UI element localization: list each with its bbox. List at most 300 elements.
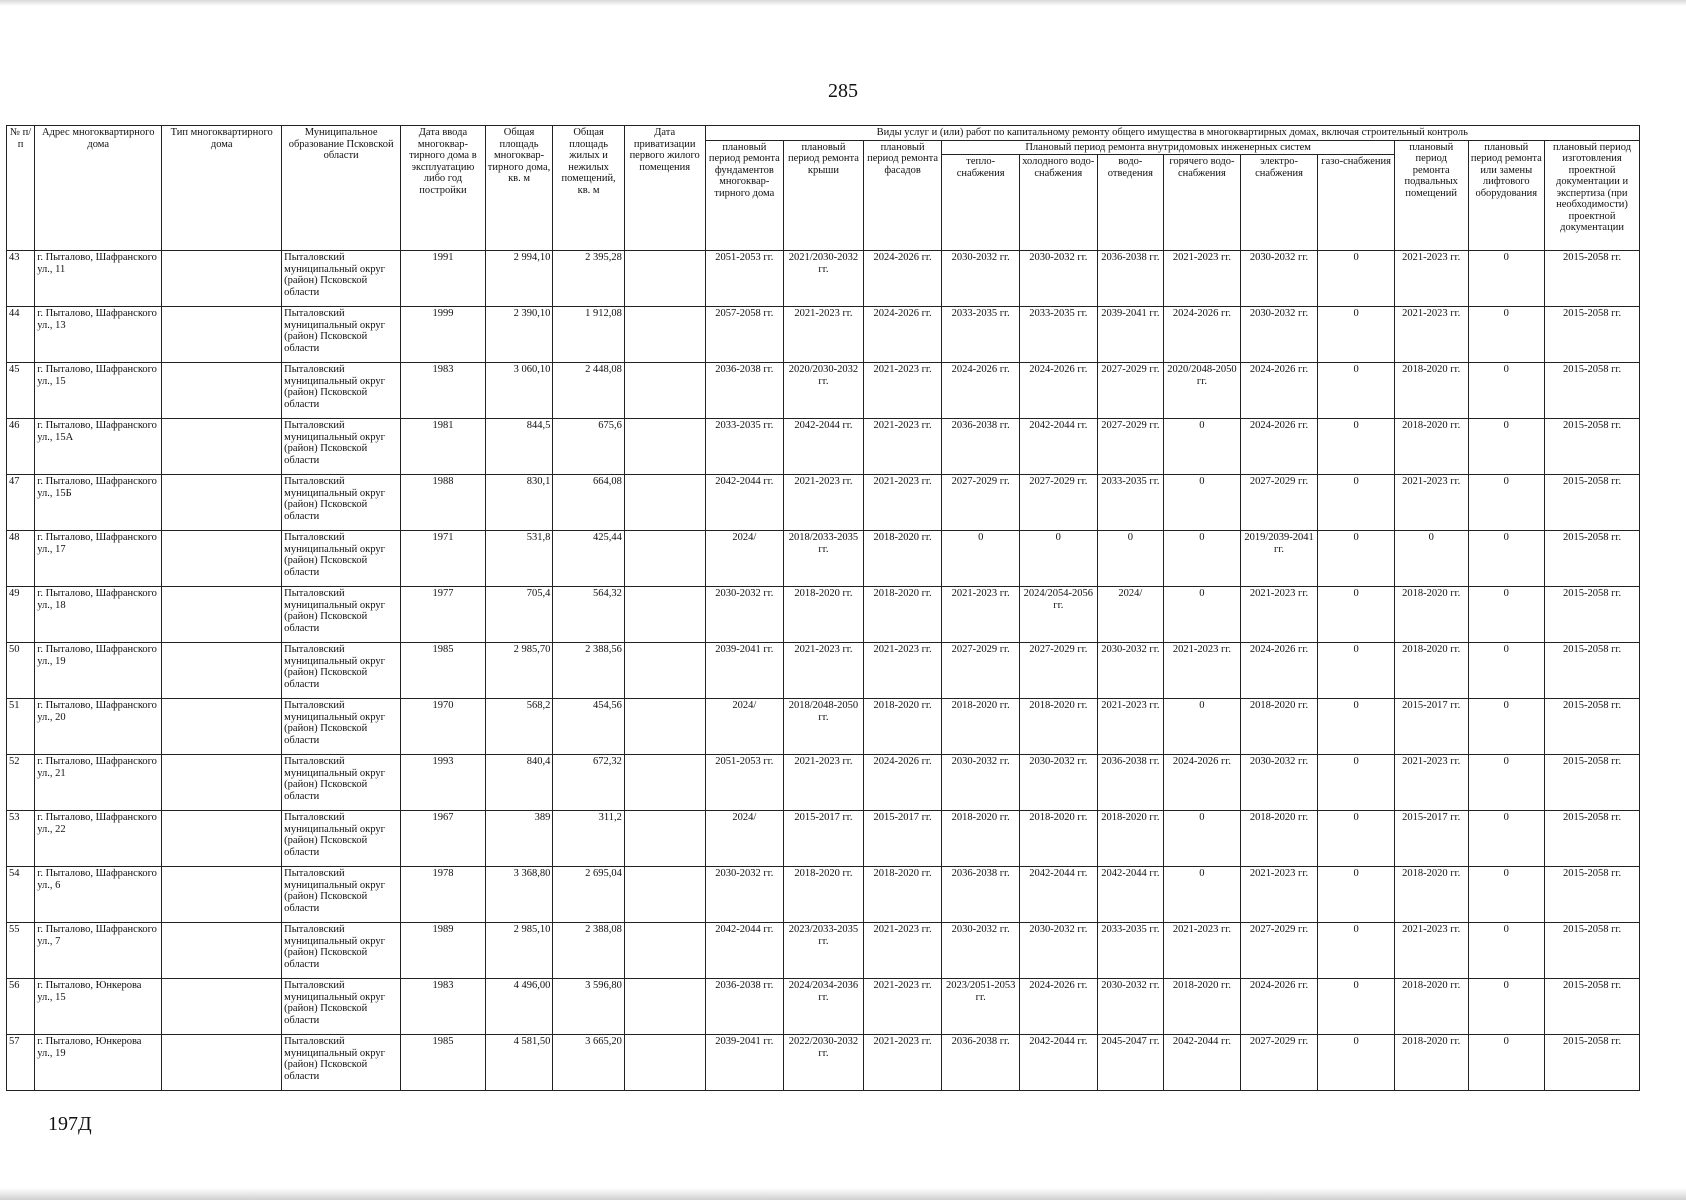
row-privatization (624, 475, 705, 531)
row-hot-water: 0 (1164, 699, 1241, 755)
row-design-docs: 2015-2058 гг. (1545, 979, 1640, 1035)
header-gas: газо-снабжения (1318, 155, 1395, 251)
row-electric: 2024-2026 гг. (1240, 979, 1318, 1035)
row-privatization (624, 363, 705, 419)
row-foundation: 2051-2053 гг. (705, 251, 784, 307)
footer-code: 197Д (48, 1113, 92, 1135)
row-num: 55 (7, 923, 35, 979)
row-cold-water: 2018-2020 гг. (1020, 699, 1098, 755)
row-foundation: 2036-2038 гг. (705, 363, 784, 419)
row-electric: 2024-2026 гг. (1240, 643, 1318, 699)
row-roof: 2021-2023 гг. (784, 307, 864, 363)
row-roof: 2021-2023 гг. (784, 643, 864, 699)
row-basement: 2018-2020 гг. (1394, 643, 1468, 699)
row-hot-water: 2020/2048-2050 гг. (1164, 363, 1241, 419)
row-house-type (162, 755, 282, 811)
row-elevator: 0 (1468, 419, 1545, 475)
table-header (7, 126, 1640, 251)
row-gas: 0 (1318, 923, 1395, 979)
row-foundation: 2033-2035 гг. (705, 419, 784, 475)
row-cold-water: 2018-2020 гг. (1020, 811, 1098, 867)
row-heat: 0 (942, 531, 1020, 587)
row-roof: 2022/2030-2032 гг. (784, 1035, 864, 1091)
row-design-docs: 2015-2058 гг. (1545, 587, 1640, 643)
header-design-docs: плановый период изготовления проектной документации и экспертиза (при необходимости) проектной документации (1545, 140, 1640, 251)
row-heat: 2021-2023 гг. (942, 587, 1020, 643)
row-total-area: 2 985,10 (485, 923, 553, 979)
row-living-area: 2 388,56 (553, 643, 625, 699)
row-hot-water: 0 (1164, 419, 1241, 475)
header-roof: плановый период ремонта крыши (784, 140, 864, 251)
row-heat: 2024-2026 гг. (942, 363, 1020, 419)
row-basement: 2015-2017 гг. (1394, 811, 1468, 867)
row-num: 45 (7, 363, 35, 419)
row-foundation: 2051-2053 гг. (705, 755, 784, 811)
row-design-docs: 2015-2058 гг. (1545, 811, 1640, 867)
row-address: г. Пыталово, Шафранского ул., 13 (35, 307, 162, 363)
header-total-area: Общая площадь многоквар-тирного дома, кв. м (485, 126, 553, 251)
row-design-docs: 2015-2058 гг. (1545, 531, 1640, 587)
row-address: г. Пыталово, Шафранского ул., 11 (35, 251, 162, 307)
row-total-area: 3 060,10 (485, 363, 553, 419)
row-living-area: 2 388,08 (553, 923, 625, 979)
row-address: г. Пыталово, Юнкерова ул., 15 (35, 979, 162, 1035)
row-foundation: 2024/ (705, 811, 784, 867)
row-heat: 2036-2038 гг. (942, 867, 1020, 923)
row-year: 1971 (401, 531, 486, 587)
row-gas: 0 (1318, 587, 1395, 643)
row-foundation: 2057-2058 гг. (705, 307, 784, 363)
row-address: г. Пыталово, Шафранского ул., 18 (35, 587, 162, 643)
row-electric: 2027-2029 гг. (1240, 1035, 1318, 1091)
header-num: № п/п (7, 126, 35, 251)
row-heat: 2027-2029 гг. (942, 643, 1020, 699)
row-heat: 2036-2038 гг. (942, 419, 1020, 475)
row-living-area: 3 665,20 (553, 1035, 625, 1091)
table-row (7, 923, 1640, 979)
row-drainage: 2036-2038 гг. (1097, 251, 1164, 307)
row-living-area: 2 448,08 (553, 363, 625, 419)
row-year: 1999 (401, 307, 486, 363)
row-foundation: 2024/ (705, 531, 784, 587)
row-cold-water: 2030-2032 гг. (1020, 923, 1098, 979)
row-electric: 2024-2026 гг. (1240, 419, 1318, 475)
row-num: 50 (7, 643, 35, 699)
table-row (7, 755, 1640, 811)
row-num: 47 (7, 475, 35, 531)
row-living-area: 3 596,80 (553, 979, 625, 1035)
row-living-area: 454,56 (553, 699, 625, 755)
row-gas: 0 (1318, 699, 1395, 755)
row-house-type (162, 811, 282, 867)
row-roof: 2018-2020 гг. (784, 867, 864, 923)
row-roof: 2021-2023 гг. (784, 755, 864, 811)
row-cold-water: 2030-2032 гг. (1020, 755, 1098, 811)
row-privatization (624, 251, 705, 307)
row-hot-water: 0 (1164, 587, 1241, 643)
row-design-docs: 2015-2058 гг. (1545, 699, 1640, 755)
row-cold-water: 2024/2054-2056 гг. (1020, 587, 1098, 643)
header-cold-water: холодного водо-снабжения (1020, 155, 1098, 251)
row-num: 53 (7, 811, 35, 867)
row-cold-water: 2027-2029 гг. (1020, 475, 1098, 531)
row-heat: 2036-2038 гг. (942, 1035, 1020, 1091)
row-drainage: 2036-2038 гг. (1097, 755, 1164, 811)
table-row (7, 531, 1640, 587)
row-house-type (162, 1035, 282, 1091)
row-drainage: 2021-2023 гг. (1097, 699, 1164, 755)
row-heat: 2027-2029 гг. (942, 475, 1020, 531)
row-privatization (624, 419, 705, 475)
row-municipality: Пыталовский муниципальный округ (район) Псковской области (282, 923, 401, 979)
row-design-docs: 2015-2058 гг. (1545, 251, 1640, 307)
row-elevator: 0 (1468, 699, 1545, 755)
row-elevator: 0 (1468, 363, 1545, 419)
row-elevator: 0 (1468, 531, 1545, 587)
row-elevator: 0 (1468, 643, 1545, 699)
table-row (7, 587, 1640, 643)
row-drainage: 2033-2035 гг. (1097, 475, 1164, 531)
row-total-area: 705,4 (485, 587, 553, 643)
row-heat: 2030-2032 гг. (942, 755, 1020, 811)
row-electric: 2019/2039-2041 гг. (1240, 531, 1318, 587)
row-total-area: 2 985,70 (485, 643, 553, 699)
row-hot-water: 2042-2044 гг. (1164, 1035, 1241, 1091)
row-house-type (162, 979, 282, 1035)
row-gas: 0 (1318, 755, 1395, 811)
row-drainage: 2030-2032 гг. (1097, 979, 1164, 1035)
row-year: 1991 (401, 251, 486, 307)
row-elevator: 0 (1468, 867, 1545, 923)
row-address: г. Пыталово, Шафранского ул., 7 (35, 923, 162, 979)
row-year: 1985 (401, 643, 486, 699)
row-house-type (162, 587, 282, 643)
row-gas: 0 (1318, 419, 1395, 475)
row-year: 1989 (401, 923, 486, 979)
row-num: 49 (7, 587, 35, 643)
row-foundation: 2042-2044 гг. (705, 923, 784, 979)
row-cold-water: 2024-2026 гг. (1020, 979, 1098, 1035)
row-living-area: 675,6 (553, 419, 625, 475)
row-gas: 0 (1318, 475, 1395, 531)
row-total-area: 840,4 (485, 755, 553, 811)
row-num: 52 (7, 755, 35, 811)
row-roof: 2021/2030-2032 гг. (784, 251, 864, 307)
scan-edge-bottom (0, 1188, 1686, 1200)
row-drainage: 2027-2029 гг. (1097, 419, 1164, 475)
row-roof: 2023/2033-2035 гг. (784, 923, 864, 979)
row-electric: 2018-2020 гг. (1240, 699, 1318, 755)
row-elevator: 0 (1468, 587, 1545, 643)
row-heat: 2030-2032 гг. (942, 923, 1020, 979)
row-municipality: Пыталовский муниципальный округ (район) Псковской области (282, 419, 401, 475)
table-row (7, 307, 1640, 363)
row-municipality: Пыталовский муниципальный округ (район) Псковской области (282, 643, 401, 699)
row-living-area: 672,32 (553, 755, 625, 811)
row-living-area: 1 912,08 (553, 307, 625, 363)
row-privatization (624, 307, 705, 363)
header-basement: плановый период ремонта подвальных помещений (1394, 140, 1468, 251)
row-design-docs: 2015-2058 гг. (1545, 923, 1640, 979)
row-municipality: Пыталовский муниципальный округ (район) Псковской области (282, 699, 401, 755)
row-address: г. Пыталово, Шафранского ул., 17 (35, 531, 162, 587)
row-roof: 2021-2023 гг. (784, 475, 864, 531)
row-foundation: 2039-2041 гг. (705, 1035, 784, 1091)
row-basement: 2018-2020 гг. (1394, 587, 1468, 643)
row-facade: 2021-2023 гг. (863, 923, 942, 979)
row-basement: 2021-2023 гг. (1394, 251, 1468, 307)
header-privatization: Дата приватизации первого жилого помещения (624, 126, 705, 251)
row-elevator: 0 (1468, 251, 1545, 307)
row-hot-water: 2021-2023 гг. (1164, 251, 1241, 307)
row-house-type (162, 923, 282, 979)
row-total-area: 389 (485, 811, 553, 867)
row-cold-water: 2042-2044 гг. (1020, 1035, 1098, 1091)
row-year: 1988 (401, 475, 486, 531)
row-electric: 2027-2029 гг. (1240, 923, 1318, 979)
row-design-docs: 2015-2058 гг. (1545, 419, 1640, 475)
row-cold-water: 0 (1020, 531, 1098, 587)
row-electric: 2030-2032 гг. (1240, 755, 1318, 811)
row-facade: 2021-2023 гг. (863, 363, 942, 419)
row-facade: 2021-2023 гг. (863, 475, 942, 531)
row-cold-water: 2027-2029 гг. (1020, 643, 1098, 699)
row-basement: 2018-2020 гг. (1394, 979, 1468, 1035)
row-basement: 2018-2020 гг. (1394, 867, 1468, 923)
row-house-type (162, 643, 282, 699)
row-elevator: 0 (1468, 1035, 1545, 1091)
header-year: Дата ввода многоквар-тирного дома в эксплуатацию либо год постройки (401, 126, 486, 251)
row-design-docs: 2015-2058 гг. (1545, 643, 1640, 699)
row-gas: 0 (1318, 363, 1395, 419)
row-address: г. Пыталово, Шафранского ул., 15А (35, 419, 162, 475)
row-gas: 0 (1318, 811, 1395, 867)
row-address: г. Пыталово, Шафранского ул., 20 (35, 699, 162, 755)
row-facade: 2021-2023 гг. (863, 419, 942, 475)
row-municipality: Пыталовский муниципальный округ (район) Псковской области (282, 979, 401, 1035)
header-municipality: Муниципальное образование Псковской области (282, 126, 401, 251)
header-living-area: Общая площадь жилых и нежилых помещений, кв. м (553, 126, 625, 251)
row-hot-water: 2021-2023 гг. (1164, 923, 1241, 979)
row-address: г. Пыталово, Юнкерова ул., 19 (35, 1035, 162, 1091)
row-municipality: Пыталовский муниципальный округ (район) Псковской области (282, 755, 401, 811)
row-foundation: 2030-2032 гг. (705, 867, 784, 923)
row-gas: 0 (1318, 643, 1395, 699)
row-address: г. Пыталово, Шафранского ул., 15 (35, 363, 162, 419)
row-hot-water: 0 (1164, 475, 1241, 531)
row-total-area: 531,8 (485, 531, 553, 587)
row-cold-water: 2033-2035 гг. (1020, 307, 1098, 363)
row-total-area: 3 368,80 (485, 867, 553, 923)
row-facade: 2021-2023 гг. (863, 1035, 942, 1091)
row-house-type (162, 531, 282, 587)
row-municipality: Пыталовский муниципальный округ (район) Псковской области (282, 531, 401, 587)
table-row (7, 1035, 1640, 1091)
row-num: 57 (7, 1035, 35, 1091)
row-drainage: 2030-2032 гг. (1097, 643, 1164, 699)
row-living-area: 2 395,28 (553, 251, 625, 307)
row-year: 1977 (401, 587, 486, 643)
table-row (7, 419, 1640, 475)
row-drainage: 2039-2041 гг. (1097, 307, 1164, 363)
row-foundation: 2039-2041 гг. (705, 643, 784, 699)
header-heat: тепло-снабжения (942, 155, 1020, 251)
row-hot-water: 2024-2026 гг. (1164, 755, 1241, 811)
row-address: г. Пыталово, Шафранского ул., 15Б (35, 475, 162, 531)
row-num: 44 (7, 307, 35, 363)
row-num: 43 (7, 251, 35, 307)
row-hot-water: 2021-2023 гг. (1164, 643, 1241, 699)
row-design-docs: 2015-2058 гг. (1545, 867, 1640, 923)
row-foundation: 2036-2038 гг. (705, 979, 784, 1035)
row-electric: 2030-2032 гг. (1240, 307, 1318, 363)
row-municipality: Пыталовский муниципальный округ (район) Псковской области (282, 251, 401, 307)
row-year: 1993 (401, 755, 486, 811)
row-total-area: 4 581,50 (485, 1035, 553, 1091)
row-year: 1983 (401, 979, 486, 1035)
header-elevator: плановый период ремонта или замены лифтового оборудования (1468, 140, 1545, 251)
row-house-type (162, 699, 282, 755)
row-cold-water: 2030-2032 гг. (1020, 251, 1098, 307)
row-design-docs: 2015-2058 гг. (1545, 755, 1640, 811)
header-foundation: плановый период ремонта фундаментов многоквар-тирного дома (705, 140, 784, 251)
row-elevator: 0 (1468, 475, 1545, 531)
row-basement: 2021-2023 гг. (1394, 923, 1468, 979)
row-total-area: 830,1 (485, 475, 553, 531)
table-row (7, 811, 1640, 867)
header-drainage: водо-отведения (1097, 155, 1164, 251)
row-elevator: 0 (1468, 811, 1545, 867)
row-heat: 2018-2020 гг. (942, 811, 1020, 867)
row-hot-water: 0 (1164, 811, 1241, 867)
row-elevator: 0 (1468, 923, 1545, 979)
row-municipality: Пыталовский муниципальный округ (район) Псковской области (282, 1035, 401, 1091)
row-facade: 2015-2017 гг. (863, 811, 942, 867)
row-roof: 2024/2034-2036 гг. (784, 979, 864, 1035)
row-num: 56 (7, 979, 35, 1035)
row-electric: 2018-2020 гг. (1240, 811, 1318, 867)
row-municipality: Пыталовский муниципальный округ (район) Псковской области (282, 363, 401, 419)
row-total-area: 844,5 (485, 419, 553, 475)
row-roof: 2042-2044 гг. (784, 419, 864, 475)
row-roof: 2018/2033-2035 гг. (784, 531, 864, 587)
header-services-group: Виды услуг и (или) работ по капитальному ремонту общего имущества в многоквартирных домах, включая строительный контроль (705, 126, 1639, 141)
row-privatization (624, 811, 705, 867)
row-house-type (162, 475, 282, 531)
row-year: 1983 (401, 363, 486, 419)
row-drainage: 2045-2047 гг. (1097, 1035, 1164, 1091)
row-privatization (624, 643, 705, 699)
row-total-area: 568,2 (485, 699, 553, 755)
row-facade: 2018-2020 гг. (863, 531, 942, 587)
row-drainage: 0 (1097, 531, 1164, 587)
row-cold-water: 2042-2044 гг. (1020, 419, 1098, 475)
row-design-docs: 2015-2058 гг. (1545, 307, 1640, 363)
row-municipality: Пыталовский муниципальный округ (район) Псковской области (282, 867, 401, 923)
row-heat: 2018-2020 гг. (942, 699, 1020, 755)
row-facade: 2024-2026 гг. (863, 755, 942, 811)
header-engineering-group: Плановый период ремонта внутридомовых инженерных систем (942, 140, 1395, 155)
row-roof: 2015-2017 гг. (784, 811, 864, 867)
row-privatization (624, 699, 705, 755)
scan-edge-top (0, 0, 1686, 6)
row-living-area: 564,32 (553, 587, 625, 643)
row-year: 1981 (401, 419, 486, 475)
row-house-type (162, 363, 282, 419)
row-hot-water: 0 (1164, 867, 1241, 923)
row-electric: 2021-2023 гг. (1240, 587, 1318, 643)
row-house-type (162, 251, 282, 307)
row-num: 46 (7, 419, 35, 475)
row-basement: 2015-2017 гг. (1394, 699, 1468, 755)
row-drainage: 2024/ (1097, 587, 1164, 643)
row-gas: 0 (1318, 979, 1395, 1035)
row-roof: 2018-2020 гг. (784, 587, 864, 643)
header-facade: плановый период ремонта фасадов (863, 140, 942, 251)
row-elevator: 0 (1468, 307, 1545, 363)
row-drainage: 2042-2044 гг. (1097, 867, 1164, 923)
row-hot-water: 2024-2026 гг. (1164, 307, 1241, 363)
row-privatization (624, 587, 705, 643)
row-foundation: 2030-2032 гг. (705, 587, 784, 643)
table-row (7, 363, 1640, 419)
row-privatization (624, 755, 705, 811)
row-living-area: 425,44 (553, 531, 625, 587)
row-roof: 2018/2048-2050 гг. (784, 699, 864, 755)
row-basement: 0 (1394, 531, 1468, 587)
row-electric: 2021-2023 гг. (1240, 867, 1318, 923)
row-address: г. Пыталово, Шафранского ул., 19 (35, 643, 162, 699)
row-gas: 0 (1318, 867, 1395, 923)
row-privatization (624, 531, 705, 587)
table-row (7, 475, 1640, 531)
header-electric: электро-снабжения (1240, 155, 1318, 251)
row-basement: 2021-2023 гг. (1394, 475, 1468, 531)
row-living-area: 311,2 (553, 811, 625, 867)
row-cold-water: 2024-2026 гг. (1020, 363, 1098, 419)
row-gas: 0 (1318, 307, 1395, 363)
row-design-docs: 2015-2058 гг. (1545, 1035, 1640, 1091)
row-heat: 2030-2032 гг. (942, 251, 1020, 307)
row-house-type (162, 867, 282, 923)
row-house-type (162, 419, 282, 475)
header-house-type: Тип многоквартирного дома (162, 126, 282, 251)
row-basement: 2018-2020 гг. (1394, 419, 1468, 475)
row-privatization (624, 979, 705, 1035)
row-municipality: Пыталовский муниципальный округ (район) Псковской области (282, 587, 401, 643)
row-facade: 2021-2023 гг. (863, 643, 942, 699)
row-basement: 2018-2020 гг. (1394, 1035, 1468, 1091)
row-design-docs: 2015-2058 гг. (1545, 363, 1640, 419)
table-row (7, 699, 1640, 755)
row-foundation: 2042-2044 гг. (705, 475, 784, 531)
row-heat: 2023/2051-2053 гг. (942, 979, 1020, 1035)
row-electric: 2027-2029 гг. (1240, 475, 1318, 531)
row-drainage: 2033-2035 гг. (1097, 923, 1164, 979)
row-total-area: 2 994,10 (485, 251, 553, 307)
header-address: Адрес многоквартирного дома (35, 126, 162, 251)
row-facade: 2018-2020 гг. (863, 587, 942, 643)
row-foundation: 2024/ (705, 699, 784, 755)
row-hot-water: 2018-2020 гг. (1164, 979, 1241, 1035)
row-roof: 2020/2030-2032 гг. (784, 363, 864, 419)
table-row (7, 867, 1640, 923)
row-facade: 2021-2023 гг. (863, 979, 942, 1035)
row-num: 54 (7, 867, 35, 923)
row-year: 1970 (401, 699, 486, 755)
row-house-type (162, 307, 282, 363)
row-facade: 2018-2020 гг. (863, 867, 942, 923)
